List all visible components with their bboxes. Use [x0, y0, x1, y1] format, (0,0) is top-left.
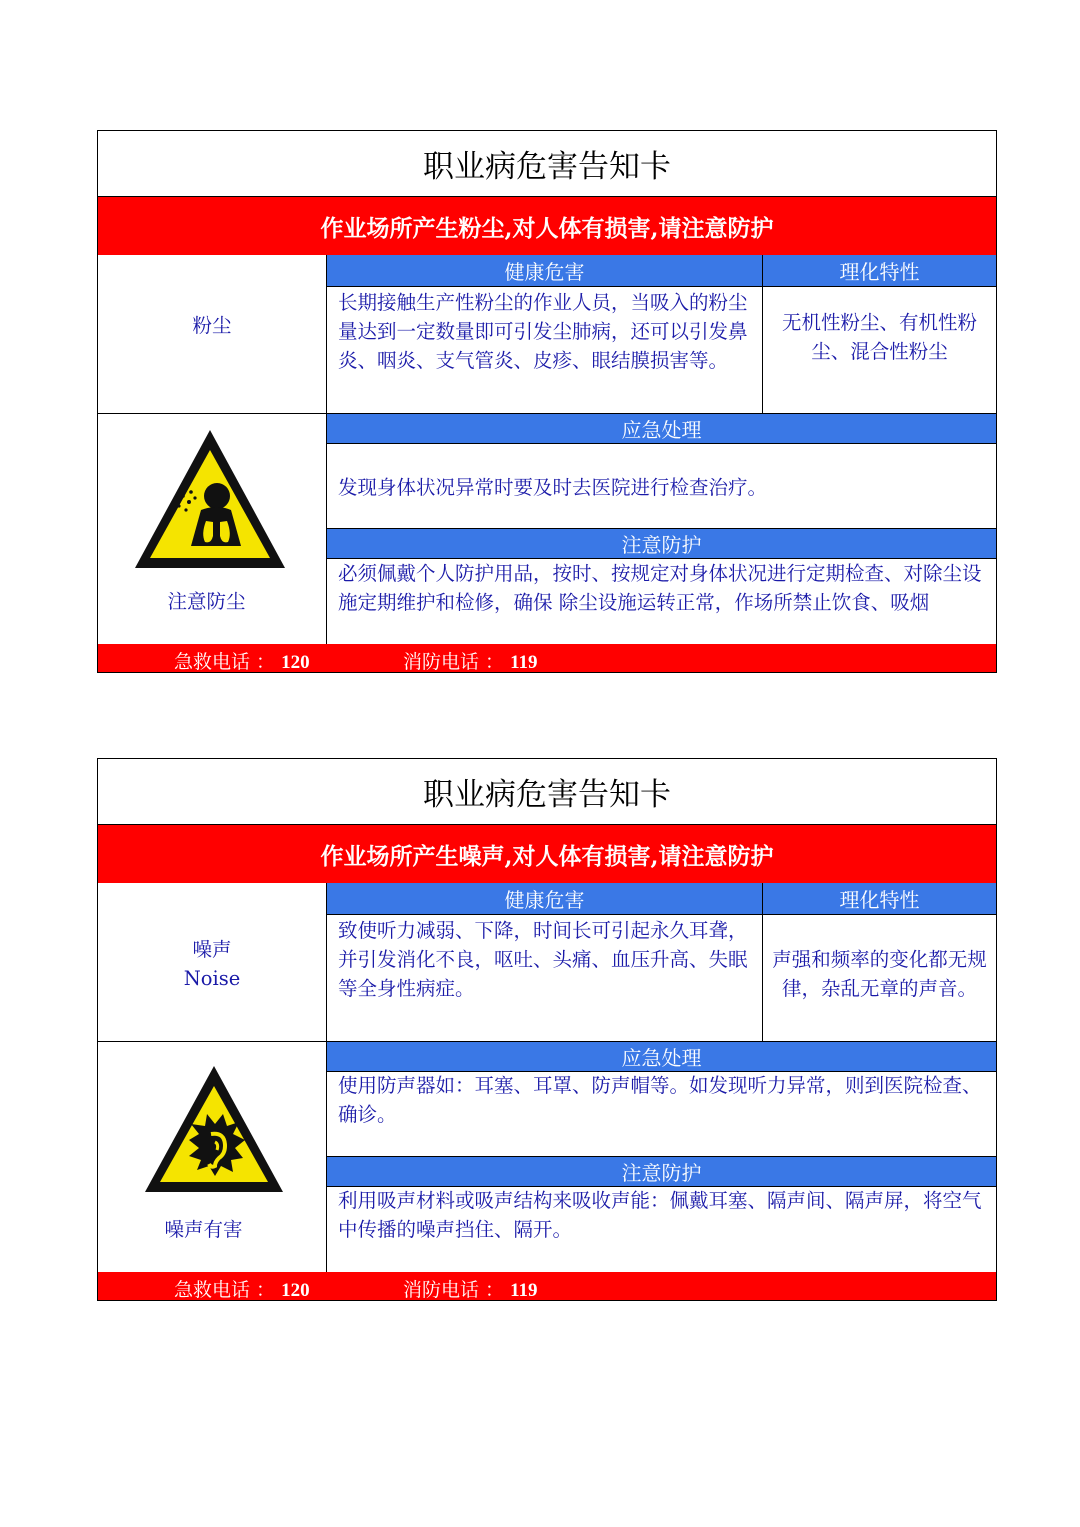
first-aid-number: 120 — [281, 1280, 310, 1301]
protection-text: 利用吸声材料或吸声结构来吸收声能：佩戴耳塞、隔声间、隔声屏，将空气中传播的噪声挡住、隔开。 — [338, 1189, 982, 1241]
property-text-wrap — [770, 915, 989, 1033]
warning-banner: 作业场所产生噪声,对人体有损害,请注意防护 — [98, 825, 996, 883]
dust-warning-icon — [131, 426, 289, 574]
property-text: 无机性粉尘、有机性粉尘、混合性粉尘 — [781, 311, 977, 363]
sign-cell — [98, 1042, 327, 1272]
first-aid-label: 急救电话 ： — [174, 651, 276, 673]
fire-phone — [403, 1275, 538, 1302]
health-hazard-header: 健康危害 — [327, 883, 763, 915]
fire-number: 119 — [510, 1280, 538, 1301]
fire-label: 消防电话 ： — [403, 651, 505, 673]
emergency-text: 使用防声器如：耳塞、耳罩、防声帽等。如发现听力异常，则到医院检查、确诊。 — [338, 1074, 982, 1126]
hazard-name: 粉尘 — [192, 313, 232, 337]
hazard-card-noise — [97, 758, 997, 1301]
emergency-header: 应急处理 — [327, 414, 996, 444]
hazard-name-cell — [98, 255, 327, 414]
hazard-name-cell — [98, 883, 327, 1042]
property-header: 理化特性 — [763, 883, 996, 915]
hazard-card-dust — [97, 130, 997, 673]
emergency-header: 应急处理 — [327, 1042, 996, 1072]
sign-label: 注意防尘 — [167, 589, 246, 613]
first-aid-phone — [174, 1275, 310, 1302]
protection-text: 必须佩戴个人防护用品，按时、按规定对身体状况进行定期检查、对除尘设施定期维护和检修，确保 除尘设施运转正常，作场所禁止饮食、吸烟 — [338, 562, 982, 614]
health-hazard-text: 长期接触生产性粉尘的作业人员，当吸入的粉尘量达到一定数量即可引发尘肺病，还可以引发鼻炎、咽炎、支气管炎、皮疹、眼结膜损害等。 — [338, 291, 748, 372]
health-hazard-header: 健康危害 — [327, 255, 763, 287]
first-aid-label: 急救电话 ： — [174, 1279, 276, 1301]
property-text: 声强和频率的变化都无规律，杂乱无章的声音。 — [772, 948, 987, 1000]
protection-header: 注意防护 — [327, 529, 996, 559]
warning-banner: 作业场所产生粉尘,对人体有损害,请注意防护 — [98, 197, 996, 255]
emergency-text: 发现身体状况异常时要及时去医院进行检查治疗。 — [338, 476, 768, 499]
hazard-name-en: Noise — [183, 967, 241, 990]
hazard-name: 噪声 — [192, 938, 232, 961]
first-aid-number: 120 — [281, 652, 310, 673]
health-hazard-text: 致使听力减弱、下降，时间长可引起永久耳聋，并引发消化不良，呕吐、头痛、血压升高、失眠等全身性病症。 — [338, 919, 748, 1000]
card-title: 职业病危害告知卡 — [98, 131, 996, 197]
fire-number: 119 — [510, 652, 538, 673]
property-header: 理化特性 — [763, 255, 996, 287]
noise-warning-icon — [141, 1062, 287, 1198]
sign-cell — [98, 414, 327, 644]
emergency-phone-bar — [98, 1272, 996, 1300]
sign-label: 噪声有害 — [164, 1217, 243, 1241]
first-aid-phone — [174, 647, 310, 674]
fire-phone — [403, 647, 538, 674]
protection-header: 注意防护 — [327, 1157, 996, 1187]
fire-label: 消防电话 ： — [403, 1279, 505, 1301]
card-title: 职业病危害告知卡 — [98, 759, 996, 825]
emergency-phone-bar — [98, 644, 996, 672]
property-text-wrap — [768, 287, 991, 387]
